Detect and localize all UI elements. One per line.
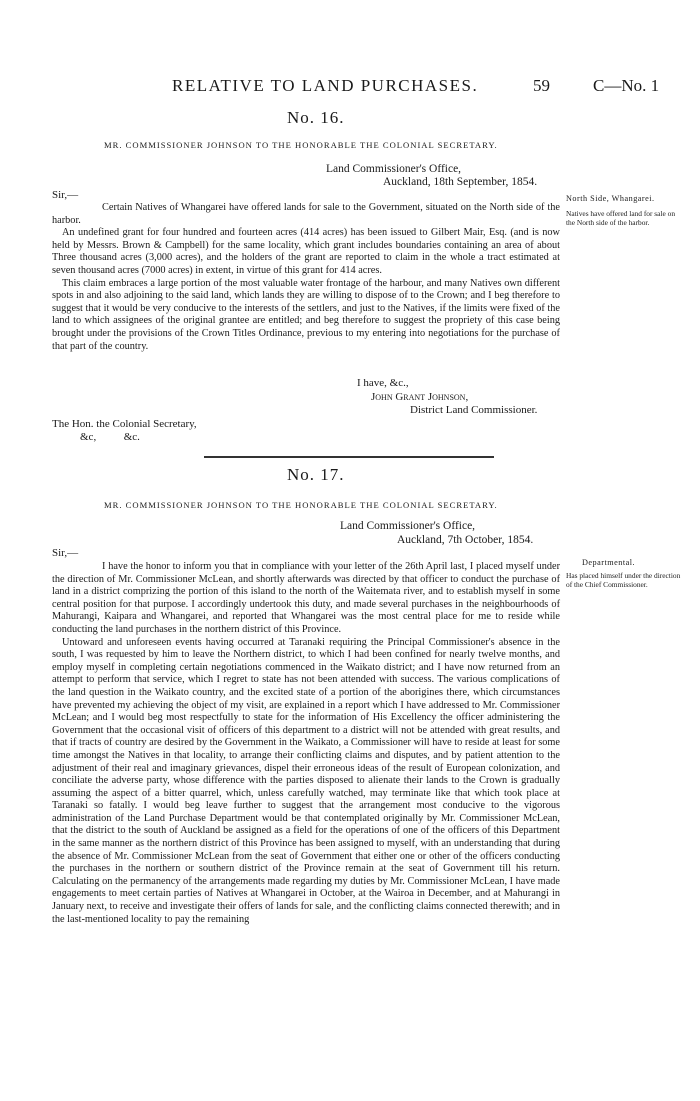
letter-16-margin-title: North Side, Whangarei. [566, 194, 655, 203]
letter-16-body [52, 202, 560, 353]
letter-16-salutation: Sir,— [52, 189, 79, 201]
letter-17-place-date: Auckland, 7th October, 1854. [397, 534, 534, 546]
section-divider [204, 456, 494, 458]
letter-17-heading: MR. COMMISSIONER JOHNSON TO THE HONORABLE THE COLONIAL SECRETARY. [104, 500, 498, 510]
letter-17-margin-note: Has placed himself under the direction of the Chief Commissioner. [566, 571, 681, 589]
letter-17-salutation: Sir,— [52, 547, 79, 559]
letter-17-paragraph: Untoward and unforeseen events having occurred at Taranaki requiring the Principal Commissioner's absence in the south, I was requested by him to leave the Northern district, to which I had been confined for nearly twelve months, and employ myself in completing certain negotiations commenced in the Waikato district; and I have now returned from an attempt to perform that service, which I regret to state has not been attended with success. The various complications of the land question in the Waikato country, and the excited state of a portion of the aborigines there, which circumstances have prevented my achieving the object of my visit, are explained in a report which I have addressed to Mr. Commissioner McLean; and I would beg most respectfully to state for the information of His Excellency the officer administering the Government that the occasional visit of officers of this department to a district will not be attended with great results, and that if tracts of country are desired by the Government in the Waikato, a Commissioner will have to reside at least for some time amongst the Natives in that locality, to arrange their conflicting claims and disputes, and by patient attention to the adjustment of their real and imaginary grievances, dispel their erroneous ideas of the result of European colonization, and conciliate the adverse party, whose difference with the parties disposed to alienate their lands to the Crown is gradually assuming the aspect of a bitter quarrel, which, unless carefully watched, may terminate like that which took place at Taranaki so fatally. I would beg leave further to suggest that the arrangement most conducive to the vigorous administration of the Land Purchase Department would be that contemplated originally by Mr. Commissioner McLean, that the district to the south of Auckland be assigned as a field for the operations of one of the officers of this Department in the same manner as the northern district of this Province has been assigned to myself, with an understanding that during the absence of Mr. Commissioner McLean from the seat of Government that either one or other of the officers conducting the purchases in the northern or southern district of the Province remain at the seat of Government till his return. Calculating on the permanency of the arrangements made regarding my duties by Mr. Commissioner McLean, I have made engagements to meet certain parties of Natives at Whangarei in October, at the Wairoa in December, and at Mahurangi in January next, to receive and investigate their offers of lands for sale, and the conflicting claims connected therewith; and in the last-mentioned locality to pay the remaining [52, 636, 560, 925]
letter-16-paragraph: Certain Natives of Whangarei have offered lands for sale to the Government, situated on the North side of the harbor. [52, 202, 560, 226]
letter-16-addressee: The Hon. the Colonial Secretary, [52, 418, 197, 430]
letter-16-signature: John Grant Johnson, [371, 391, 469, 403]
letter-16-closing: I have, &c., [357, 377, 409, 389]
letter-16-office: Land Commissioner's Office, [326, 163, 462, 175]
letter-16-number: No. 16. [287, 108, 345, 127]
letter-17-body [52, 561, 560, 926]
page-number: 59 [533, 76, 550, 95]
running-header-title: RELATIVE TO LAND PURCHASES. [172, 76, 479, 95]
paper-reference: C—No. 1 [593, 76, 660, 95]
letter-16-paragraph: An undefined grant for four hundred and fourteen acres (414 acres) has been issued to Gilbert Mair, Esq. (and is now held by Messrs. Brown & Campbell) for the same locality, which grant includes boundaries containing an area of about Three thousand acres (3,000 acres), and the holders of the grant are reported to claim in the whole a tract estimated at seven thousand acres (7000 acres) in extent, in virtue of this grant for 414 acres. [52, 227, 560, 276]
letter-17-paragraph: I have the honor to inform you that in compliance with your letter of the 26th April last, I placed myself under the direction of Mr. Commissioner McLean, and shortly afterwards was directed by that officer to conduct the purchase of land in a district comprizing the portion of this island to the north of the Waitemata river, and to establish myself in some central position for that purpose. I accordingly undertook this duty, and made several purchases in the neighbourhoods of Mahurangi, Kaipara and Whangarei, and reported that Whangarei was the most central place for me to reside while conducting the land purchases in the northern district of this Province. [52, 561, 560, 635]
letter-16-addressee-etc: &c, &c. [80, 431, 140, 443]
letter-17-office: Land Commissioner's Office, [340, 520, 476, 532]
letter-16-heading: MR. COMMISSIONER JOHNSON TO THE HONORABLE THE COLONIAL SECRETARY. [104, 140, 498, 150]
letter-16-margin-note: Natives have offered land for sale on the North side of the harbor. [566, 209, 676, 227]
letter-16-paragraph: This claim embraces a large portion of the most valuable water frontage of the harbour, and many Natives own different spots in and also adjoining to the said land, which lands they are willing to dispose of to the Crown; and I beg therefore to suggest that it would be very conducive to the interests of the settlers, and just to the Natives, if the limits were fixed of the land to which assignees of the original grantee are entitled; and beg therefore to suggest the propriety of this case being brought under the provisions of the Crown Titles Ordinance, previous to my entering into negotiations for the purchase of that part of the country. [52, 277, 560, 352]
letter-16-place-date: Auckland, 18th September, 1854. [383, 176, 538, 188]
letter-17-number: No. 17. [287, 465, 345, 484]
letter-17-margin-title: Departmental. [582, 558, 636, 567]
letter-16-signature-title: District Land Commissioner. [410, 404, 538, 416]
